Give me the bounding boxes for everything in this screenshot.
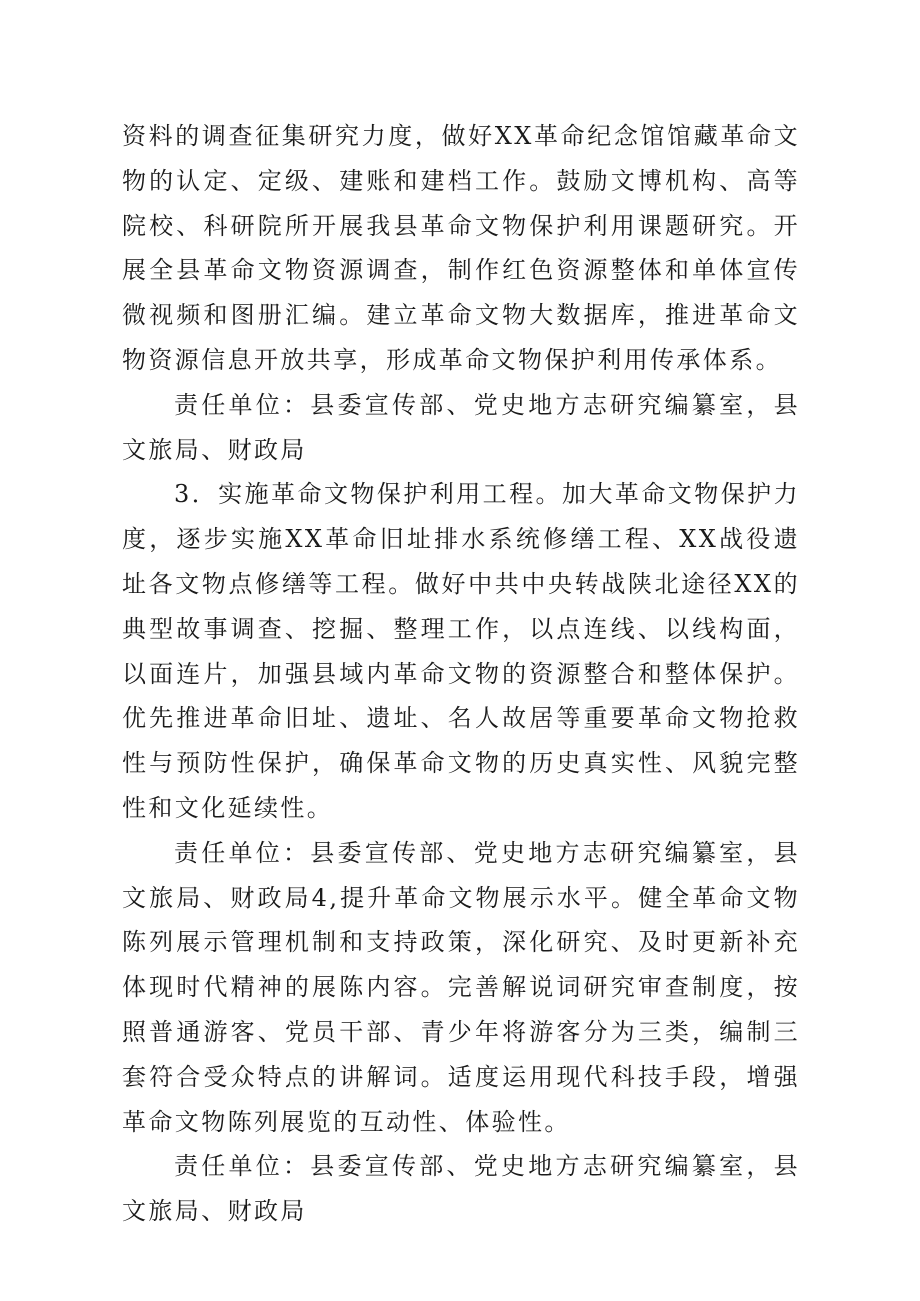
paragraph-responsible-units-1: 责任单位：县委宣传部、党史地方志研究编纂室，县文旅局、财政局 [122, 390, 800, 464]
paragraph-resource-research: 资料的调查征集研究力度，做好XX革命纪念馆馆藏革命文物的认定、定级、建账和建档工作。鼓励文博机构、高等院校、科研院所开展我县革命文物保护利用课题研究。开展全县革命文物资源调查，制作红色资源整体和单体宣传微视频和图册汇编。建立革命文物大数据库，推进革命文物资源信息开放共享，形成革命文物保护利用传承体系。 [122, 122, 800, 374]
paragraph-responsible-units-3: 责任单位：县委宣传部、党史地方志研究编纂室，县文旅局、财政局 [122, 1152, 800, 1226]
paragraph-protection-project: 3．实施革命文物保护利用工程。加大革命文物保护力度，逐步实施XX革命旧址排水系统修缮工程、XX战役遗址各文物点修缮等工程。做好中共中央转战陕北途径XX的典型故事调查、挖掘、整理工作，以点连线、以线构面，以面连片，加强县域内革命文物的资源整合和整体保护。优先推进革命旧址、遗址、名人故居等重要革命文物抢救性与预防性保护，确保革命文物的历史真实性、风貌完整性和文化延续性。 [122, 480, 800, 822]
paragraph-responsible-units-2-and-exhibition: 责任单位：县委宣传部、党史地方志研究编纂室，县文旅局、财政局4,提升革命文物展示水平。健全革命文物陈列展示管理机制和支持政策，深化研究、及时更新补充体现时代精神的展陈内容。完善解说词研究审查制度，按照普通游客、党员干部、青少年将游客分为三类，编制三套符合受众特点的讲解词。适度运用现代科技手段，增强革命文物陈列展览的互动性、体验性。 [122, 838, 800, 1136]
